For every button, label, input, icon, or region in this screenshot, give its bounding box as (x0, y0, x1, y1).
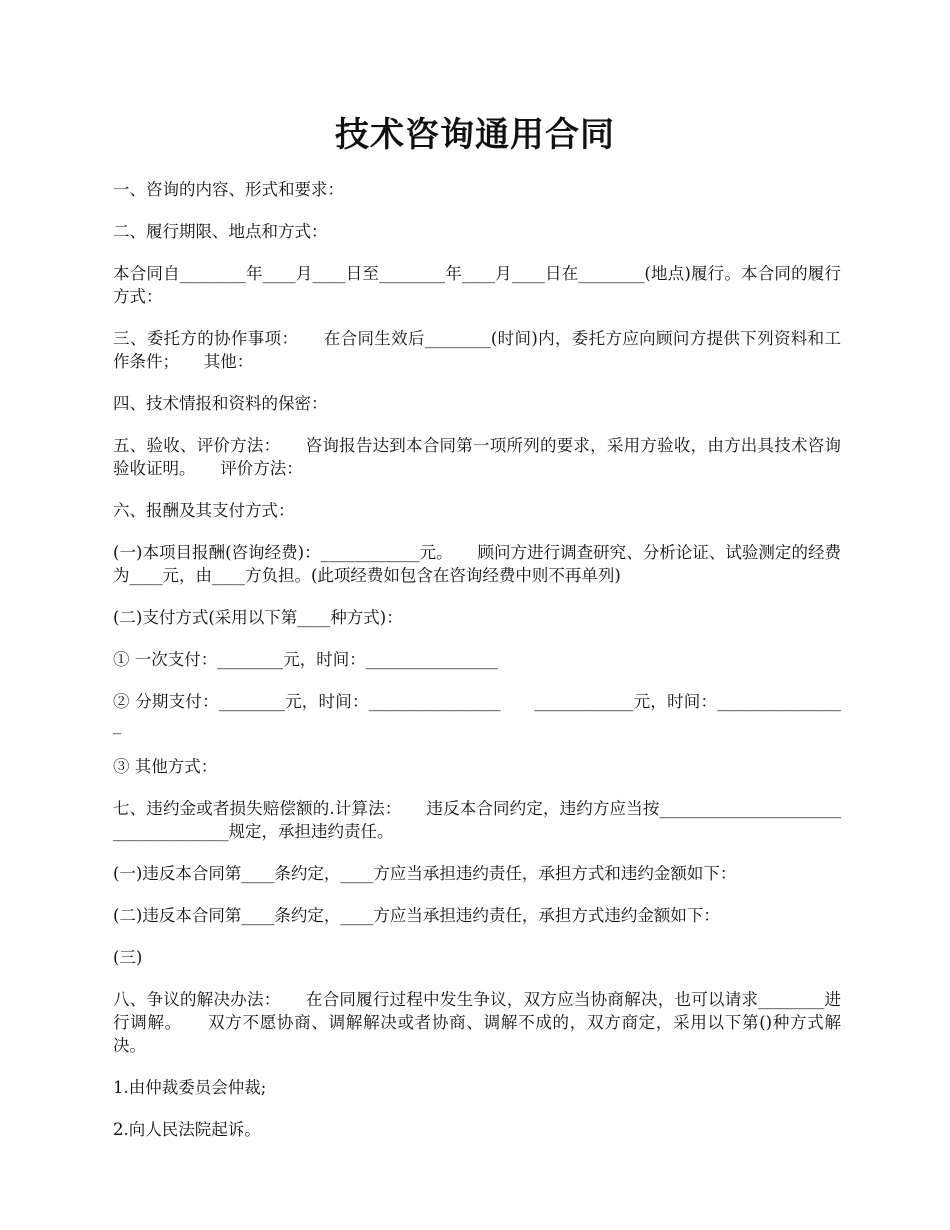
clause-2-heading: 二、履行期限、地点和方式： (113, 222, 328, 241)
clause-6-payment-method: (二)支付方式(采用以下第____种方式)： (113, 608, 403, 627)
payment-option-other: ③ 其他方式： (113, 757, 218, 776)
payment-option-lump-sum: ① 一次支付：________元，时间：________________ (113, 650, 498, 669)
dispute-option-arbitration: 1.由仲裁委员会仲裁; (113, 1078, 267, 1097)
dispute-option-lawsuit: 2.向人民法院起诉。 (113, 1120, 261, 1139)
clause-6-fee-text: (一)本项目报酬(咨询经费)：____________元。 顾问方进行调查研究、分析论证、试验测定的经费为____元，由____方负担。(此项经费如包含在咨询经费中则不再单列) (113, 543, 841, 585)
clause-7-item-1: (一)违反本合同第____条约定，____方应当承担违约责任，承担方式和违约金额如下： (113, 864, 737, 883)
clause-7-item-3: (三) (113, 948, 143, 967)
clause-2-period-text: 本合同自________年____月____日至________年____月____日在________(地点)履行。本合同的履行方式： (113, 264, 841, 306)
clause-5-text: 五、验收、评价方法： 咨询报告达到本合同第一项所列的要求，采用方验收，由方出具技术咨询验收证明。 评价方法： (113, 436, 841, 478)
clause-8-text: 八、争议的解决办法： 在合同履行过程中发生争议，双方应当协商解决，也可以请求________进行调解。 双方不愿协商、调解解决或者协商、调解不成的，双方商定，采用以下第()种方式解决。 (113, 990, 841, 1055)
document-body (113, 178, 841, 1160)
clause-7-text: 七、违约金或者损失赔偿额的.计算法： 违反本合同约定，违约方应当按____________________________________规定，承担违约责任。 (113, 799, 841, 841)
clause-3-text: 三、委托方的协作事项： 在合同生效后________(时间)内，委托方应向顾问方提供下列资料和工作条件； 其他： (113, 329, 841, 371)
clause-6-heading: 六、报酬及其支付方式： (113, 501, 295, 520)
clause-4-heading: 四、技术情报和资料的保密： (113, 394, 328, 413)
payment-option-installment: ② 分期支付：________元，时间：________________ ____________元，时间：________________ (113, 692, 841, 734)
clause-7-item-2: (二)违反本合同第____条约定，____方应当承担违约责任，承担方式违约金额如下： (113, 906, 720, 925)
document-title: 技术咨询通用合同 (335, 115, 615, 155)
clause-1-heading: 一、咨询的内容、形式和要求： (113, 180, 344, 199)
